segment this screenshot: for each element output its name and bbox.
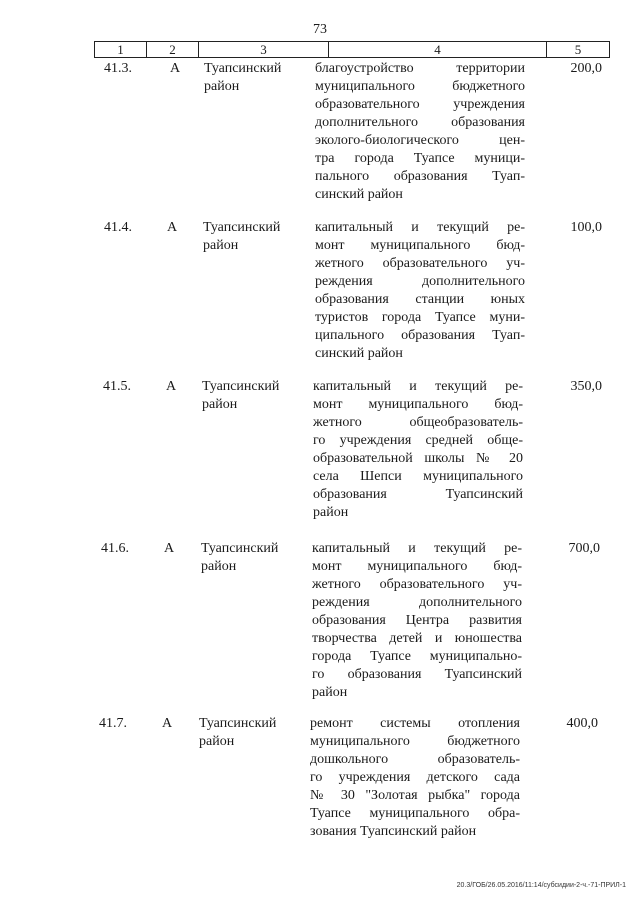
- district-line: район: [201, 559, 237, 574]
- header-col-3: 3: [199, 42, 329, 57]
- district-line: Туапсинский: [204, 61, 282, 76]
- description-line: монт муниципального бюд-: [313, 397, 523, 412]
- description-line: район: [312, 685, 348, 700]
- description-line: жетного образовательного уч-: [315, 256, 525, 271]
- description-line: № 30 "Золотая рыбка" города: [310, 788, 520, 803]
- description-line: образовательной школы № 20: [313, 451, 523, 466]
- description-line: го учреждения средней обще-: [313, 433, 523, 448]
- description-line: тра города Туапсе муници-: [315, 151, 525, 166]
- description-line: го учреждения детского сада: [310, 770, 520, 785]
- row-amount: 700,0: [568, 541, 600, 556]
- header-col-5: 5: [574, 42, 582, 57]
- page-number: 73: [313, 22, 327, 37]
- row-number: 41.6.: [101, 541, 129, 556]
- row-district: [203, 219, 303, 255]
- row-amount: 350,0: [570, 379, 602, 394]
- description-line: дополнительного образования: [315, 115, 525, 130]
- description-line: ремонт системы отопления: [310, 716, 520, 731]
- header-col-2: 2: [147, 42, 199, 57]
- description-line: ципального образования Туап-: [315, 328, 525, 343]
- row-number: 41.4.: [104, 220, 132, 235]
- row-amount: 200,0: [570, 61, 602, 76]
- district-line: район: [202, 397, 238, 412]
- description-line: монт муниципального бюд-: [315, 238, 525, 253]
- row-number: 41.7.: [99, 716, 127, 731]
- row-amount: 100,0: [570, 220, 602, 235]
- district-line: Туапсинский: [201, 541, 279, 556]
- description-line: образования станции юных: [315, 292, 525, 307]
- table-header: [94, 41, 610, 58]
- description-line: го образования Туапсинский: [312, 667, 522, 682]
- row-category: А: [167, 220, 178, 235]
- description-line: жетного общеобразователь-: [313, 415, 523, 430]
- description-line: реждения дополнительного: [315, 274, 525, 289]
- description-line: жетного образовательного уч-: [312, 577, 522, 592]
- row-category: А: [166, 379, 177, 394]
- description-line: пального образования Туап-: [315, 169, 525, 184]
- row-district: [202, 378, 302, 414]
- row-description: [310, 715, 520, 841]
- district-line: Туапсинский: [202, 379, 280, 394]
- row-district: [201, 540, 301, 576]
- description-line: синский район: [315, 187, 403, 202]
- row-description: [315, 60, 525, 204]
- description-line: капитальный и текущий ре-: [315, 220, 525, 235]
- row-category: А: [170, 61, 181, 76]
- description-line: творчества детей и юношества: [312, 631, 522, 646]
- district-line: Туапсинский: [199, 716, 277, 731]
- description-line: реждения дополнительного: [312, 595, 522, 610]
- description-line: зования Туапсинский район: [310, 824, 477, 839]
- description-line: образовательного учреждения: [315, 97, 525, 112]
- description-line: благоустройство территории: [315, 61, 525, 76]
- row-district: [199, 715, 299, 751]
- description-line: муниципального бюджетного: [310, 734, 520, 749]
- row-number: 41.3.: [104, 61, 132, 76]
- row-category: А: [162, 716, 173, 731]
- description-line: города Туапсе муниципально-: [312, 649, 522, 664]
- row-district: [204, 60, 304, 96]
- description-line: синский район: [315, 346, 403, 361]
- description-line: Туапсе муниципального обра-: [310, 806, 520, 821]
- district-line: район: [204, 79, 240, 94]
- row-description: [315, 219, 525, 363]
- header-col-4: 4: [329, 42, 547, 57]
- description-line: образования Центра развития: [312, 613, 522, 628]
- description-line: район: [313, 505, 349, 520]
- row-amount: 400,0: [566, 716, 598, 731]
- description-line: села Шепси муниципального: [313, 469, 523, 484]
- description-line: капитальный и текущий ре-: [312, 541, 522, 556]
- document-footer-code: 20.3/ГОБ/26.05.2016/11:14/субсидии-2-ч.-71-ПРИЛ-1: [456, 882, 626, 889]
- description-line: муниципального бюджетного: [315, 79, 525, 94]
- row-description: [312, 540, 522, 702]
- district-line: район: [203, 238, 239, 253]
- district-line: район: [199, 734, 235, 749]
- row-category: А: [164, 541, 175, 556]
- description-line: образования Туапсинский: [313, 487, 523, 502]
- description-line: монт муниципального бюд-: [312, 559, 522, 574]
- description-line: капитальный и текущий ре-: [313, 379, 523, 394]
- district-line: Туапсинский: [203, 220, 281, 235]
- header-col-1: 1: [95, 42, 147, 57]
- description-line: дошкольного образователь-: [310, 752, 520, 767]
- row-description: [313, 378, 523, 522]
- description-line: эколого-биологического цен-: [315, 133, 525, 148]
- row-number: 41.5.: [103, 379, 131, 394]
- description-line: туристов города Туапсе муни-: [315, 310, 525, 325]
